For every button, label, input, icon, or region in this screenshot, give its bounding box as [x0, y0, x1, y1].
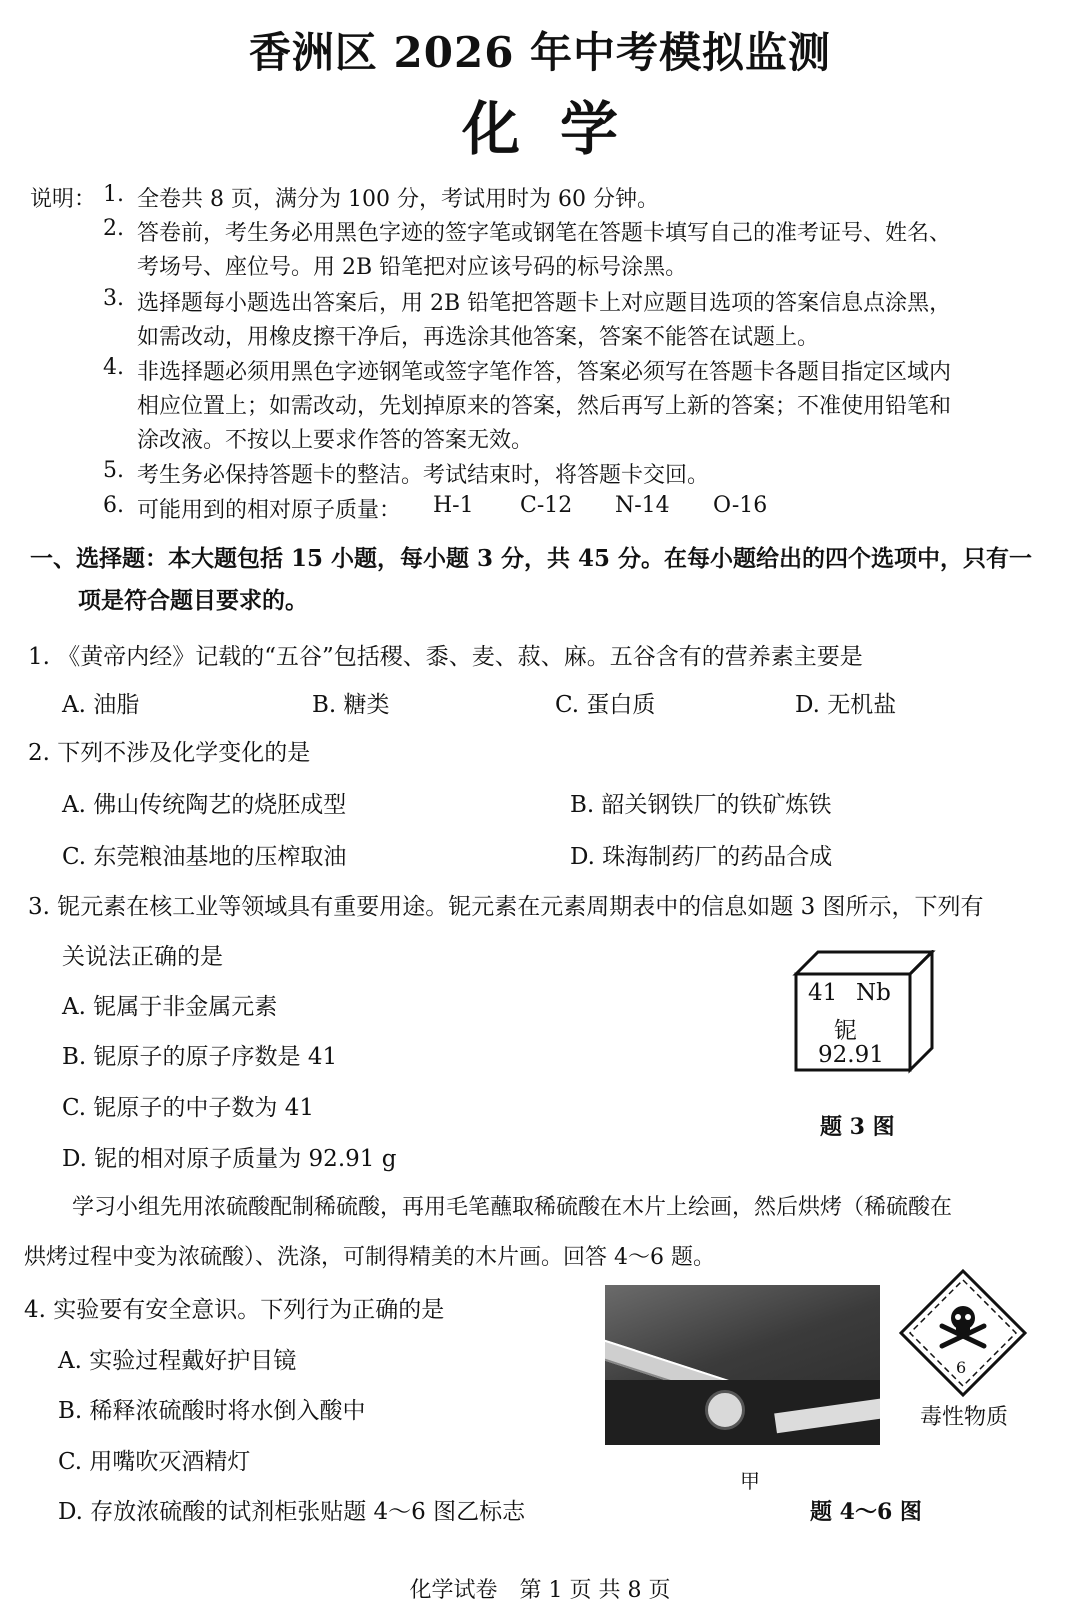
question-3-option-a: A. 铌属于非金属元素	[62, 994, 278, 1020]
section-heading: 一、选择题：本大题包括 15 小题，每小题 3 分，共 45 分。在每小题给出的四个选项中，只有一	[30, 545, 1033, 572]
instruction-number: 4.	[103, 355, 124, 380]
hazard-class-number: 6	[956, 1358, 967, 1377]
question-3-option-b: B. 铌原子的原子序数是 41	[62, 1044, 338, 1070]
instruction-line: 非选择题必须用黑色字迹钢笔或签字笔作答，答案必须写在答题卡各题目指定区域内	[137, 360, 952, 385]
instruction-line: 全卷共 8 页，满分为 100 分，考试用时为 60 分钟。	[137, 187, 659, 212]
figure-3-caption: 题 3 图	[820, 1114, 895, 1140]
question-4-option-c: C. 用嘴吹灭酒精灯	[58, 1449, 251, 1475]
question-3-stem-continued: 关说法正确的是	[62, 944, 223, 970]
figure-jia-label: 甲	[740, 1469, 760, 1493]
page-footer: 化学试卷 第 1 页 共 8 页	[409, 1578, 671, 1603]
atomic-mass-h: H-1	[433, 493, 474, 518]
atomic-mass-c: C-12	[520, 493, 573, 518]
instruction-number: 3.	[103, 286, 124, 311]
instruction-line: 考生务必保持答题卡的整洁。考试结束时，将答题卡交回。	[137, 463, 710, 488]
question-1-stem: 1. 《黄帝内经》记载的“五谷”包括稷、黍、麦、菽、麻。五谷含有的营养素主要是	[28, 644, 863, 670]
element-symbol: Nb	[856, 980, 891, 1006]
figure-4-6-caption: 题 4～6 图	[810, 1499, 922, 1525]
instruction-line: 可能用到的相对原子质量：	[137, 498, 402, 523]
question-3-option-c: C. 铌原子的中子数为 41	[62, 1095, 314, 1121]
hazard-label: 毒性物质	[920, 1405, 1009, 1430]
question-2-option-b: B. 韶关钢铁厂的铁矿炼铁	[570, 792, 832, 818]
question-1-option-b: B. 糖类	[312, 692, 390, 718]
skull-crossbones-icon	[898, 1268, 1028, 1398]
question-3-option-d: D. 铌的相对原子质量为 92.91 g	[62, 1146, 397, 1172]
question-4-option-d: D. 存放浓硫酸的试剂柜张贴题 4～6 图乙标志	[58, 1499, 526, 1525]
toxic-hazard-sign	[898, 1268, 1028, 1402]
instruction-line: 选择题每小题选出答案后，用 2B 铅笔把答题卡上对应题目选项的答案信息点涂黑，	[137, 291, 952, 316]
instruction-number: 1.	[103, 182, 124, 207]
instructions-label: 说明：	[30, 187, 97, 212]
atomic-mass: 92.91	[818, 1042, 884, 1068]
element-name: 铌	[834, 1018, 857, 1044]
question-1-option-d: D. 无机盐	[795, 692, 897, 718]
question-3-stem: 3. 铌元素在核工业等领域具有重要用途。铌元素在元素周期表中的信息如题 3 图所示，下列有	[28, 894, 984, 920]
atomic-mass-n: N-14	[615, 493, 670, 518]
section-heading-continued: 项是符合题目要求的。	[78, 587, 308, 614]
instruction-number: 5.	[103, 458, 124, 483]
question-1-option-c: C. 蛋白质	[555, 692, 656, 718]
question-4-option-b: B. 稀释浓硫酸时将水倒入酸中	[58, 1398, 366, 1424]
instruction-line: 涂改液。不按以上要求作答的答案无效。	[137, 428, 534, 453]
question-4-stem: 4. 实验要有安全意识。下列行为正确的是	[24, 1297, 445, 1323]
subject-title: 化学	[461, 95, 658, 163]
passage-text-continued: 烘烤过程中变为浓硫酸）、洗涤，可制得精美的木片画。回答 4～6 题。	[24, 1245, 715, 1270]
atomic-mass-o: O-16	[713, 493, 768, 518]
instruction-line: 考场号、座位号。用 2B 铅笔把对应该号码的标号涂黑。	[137, 255, 688, 280]
figure-jia-photo	[605, 1285, 880, 1445]
instruction-number: 6.	[103, 493, 124, 518]
instruction-number: 2.	[103, 216, 124, 241]
question-4-option-a: A. 实验过程戴好护目镜	[58, 1348, 297, 1374]
atomic-number: 41	[808, 980, 838, 1006]
question-2-stem: 2. 下列不涉及化学变化的是	[28, 740, 311, 766]
instruction-line: 答卷前，考生务必用黑色字迹的签字笔或钢笔在答题卡填写自己的准考证号、姓名、	[137, 221, 952, 246]
passage-text: 学习小组先用浓硫酸配制稀硫酸，再用毛笔蘸取稀硫酸在木片上绘画，然后烘烤（稀硫酸在	[72, 1195, 953, 1220]
instruction-line: 相应位置上；如需改动，先划掉原来的答案，然后再写上新的答案；不准使用铅笔和	[137, 394, 952, 419]
question-2-option-d: D. 珠海制药厂的药品合成	[570, 844, 833, 870]
question-2-option-c: C. 东莞粮油基地的压榨取油	[62, 844, 347, 870]
exam-title: 香洲区 2026 年中考模拟监测	[248, 28, 832, 77]
instruction-line: 如需改动，用橡皮擦干净后，再选涂其他答案，答案不能答在试题上。	[137, 325, 820, 350]
question-1-option-a: A. 油脂	[62, 692, 140, 718]
question-2-option-a: A. 佛山传统陶艺的烧胚成型	[62, 792, 347, 818]
